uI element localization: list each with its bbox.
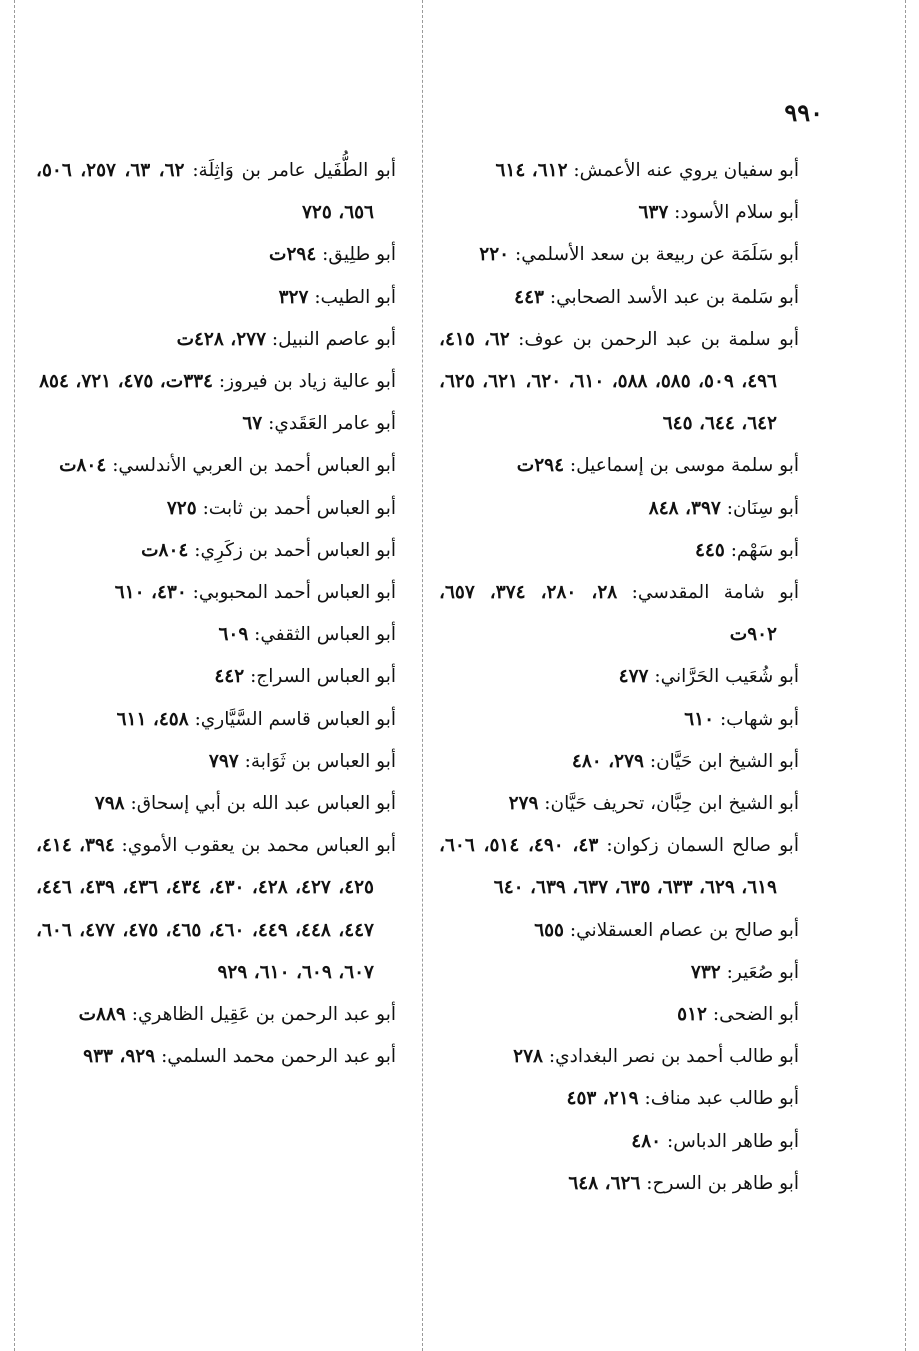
entry-name: أبو سَلمة بن عبد الأسد الصحابي: [549, 286, 799, 308]
margin-guide-right [905, 0, 906, 1351]
entry-name: أبو سِنَان: [726, 497, 799, 519]
entry-pages: ٢٧٨ [513, 1046, 543, 1068]
entry-pages: ٢٩٤ت [269, 244, 317, 266]
index-entry [36, 783, 396, 825]
entry-pages: ٢٧٧، ٤٢٨ت [176, 328, 267, 350]
entry-name: أبو صُعَير: [726, 961, 799, 983]
entry-pages: ٦١٠ [684, 708, 715, 730]
index-entry [439, 994, 799, 1036]
entry-pages: ٤٤٥ [694, 539, 725, 561]
entry-name: أبو طاهر بن السرح: [646, 1172, 799, 1194]
entry-name: أبو الضحى: [712, 1004, 799, 1026]
entry-name: أبو عالية زياد بن فيروز: [218, 371, 396, 393]
index-entry [36, 994, 396, 1036]
entry-name: أبو عبد الرحمن محمد السلمي: [161, 1046, 396, 1068]
index-column-right [439, 150, 799, 1205]
entry-pages: ٤٣٠، ٦١٠ [114, 582, 187, 604]
entry-pages: ٣٣٤ت، ٤٧٥، ٧٢١، ٨٥٤ [39, 371, 213, 393]
entry-pages: ٢٨، ٢٨٠، ٣٧٤، ٦٥٧، ٩٠٢ت [439, 582, 777, 646]
index-entry [439, 1163, 799, 1205]
entry-pages: ٢٢٠ [479, 244, 510, 266]
index-entry [439, 445, 799, 487]
index-entry [36, 277, 396, 319]
index-entry [439, 1078, 799, 1120]
index-entry [439, 699, 799, 741]
entry-pages: ٦٥٥ [534, 919, 564, 941]
entry-name: أبو العباس أحمد بن ثابت: [202, 497, 396, 519]
index-entry [439, 319, 799, 446]
entry-pages: ٦٢، ٦٣، ٢٥٧، ٥٠٦، ٦٥٦، ٧٢٥ [36, 160, 374, 224]
entry-pages: ٢٧٩، ٤٨٠ [571, 750, 644, 772]
entry-name: أبو العباس أحمد المحبوبي: [192, 582, 396, 604]
entry-pages: ٨٠٤ت [59, 455, 107, 477]
index-entry [36, 1036, 396, 1078]
entry-pages: ٨٠٤ت [141, 539, 189, 561]
entry-name: أبو عاصم النبيل: [271, 328, 396, 350]
entry-pages: ٦٧ [242, 413, 263, 435]
entry-name: أبو شهاب: [719, 708, 799, 730]
entry-pages: ٦٠٩ [218, 624, 249, 646]
entry-name: أبو الطيب: [314, 286, 396, 308]
entry-pages: ٦٣٧ [638, 202, 669, 224]
index-entry [439, 488, 799, 530]
entry-name: أبو شامة المقدسي: [631, 582, 799, 604]
entry-pages: ٦١٢، ٦١٤ [495, 160, 568, 181]
entry-pages: ٧٢٥ [166, 497, 197, 519]
entry-pages: ٤٨٠ [631, 1130, 662, 1152]
index-entry [439, 952, 799, 994]
entry-name: أبو العباس الثقفي: [254, 624, 396, 646]
index-entry [36, 319, 396, 361]
index-entry [439, 277, 799, 319]
entry-name: أبو سَلَمَة عن ربيعة بن سعد الأسلمي: [514, 244, 799, 266]
index-entry [36, 530, 396, 572]
index-entry [439, 1036, 799, 1078]
entry-name: أبو صالح السمان زكوان: [606, 835, 799, 857]
entry-name: أبو العباس أحمد بن زكَرِي: [194, 539, 396, 561]
index-entry [439, 910, 799, 952]
entry-pages: ٩٢٩، ٩٣٣ [83, 1046, 156, 1068]
entry-name: أبو طالب عبد مناف: [644, 1088, 799, 1110]
index-entry [439, 656, 799, 698]
entry-pages: ٢٩٤ت [516, 455, 565, 477]
entry-pages: ٤٤٢ [214, 666, 245, 688]
entry-pages: ٥١٢ [677, 1004, 707, 1026]
index-entry [439, 825, 799, 909]
index-entry [36, 614, 396, 656]
entry-name: أبو العباس السراج: [250, 666, 396, 688]
entry-name: أبو طاهر الدباس: [666, 1130, 799, 1152]
entry-pages: ٢١٩، ٤٥٣ [566, 1088, 639, 1110]
entry-name: أبو سفيان يروي عنه الأعمش: [573, 160, 799, 181]
entry-name: أبو سلمة موسى بن إسماعيل: [569, 455, 799, 477]
index-entry [36, 656, 396, 698]
margin-guide-center [422, 0, 423, 1351]
index-entry [439, 150, 799, 192]
entry-pages: ٨٨٩ت [78, 1004, 126, 1026]
index-entry [439, 530, 799, 572]
margin-guide-left [14, 0, 15, 1351]
entry-pages: ٧٣٢ [690, 961, 721, 983]
index-entry [36, 825, 396, 994]
page-number: ٩٩٠ [784, 98, 823, 127]
entry-name: أبو طالب أحمد بن نصر البغدادي: [548, 1046, 799, 1068]
entry-name: أبو عبد الرحمن بن عَقِيل الظاهري: [131, 1004, 396, 1026]
entry-pages: ٧٩٧ [208, 750, 239, 772]
index-entry [439, 1121, 799, 1163]
entry-pages: ٢٧٩ [508, 793, 539, 815]
index-entry [439, 234, 799, 276]
index-entry [439, 741, 799, 783]
index-entry [36, 361, 396, 403]
entry-name: أبو طلِيق: [322, 244, 396, 266]
entry-name: أبو سَهْم: [730, 539, 799, 561]
index-entry [439, 192, 799, 234]
entry-pages: ٤٣، ٤٩٠، ٥١٤، ٦٠٦، ٦١٩، ٦٢٩، ٦٣٣، ٦٣٥، ٦٣٧، ٦٣٩، ٦٤٠ [439, 835, 777, 899]
index-entry [36, 234, 396, 276]
entry-name: أبو العباس أحمد بن العربي الأندلسي: [112, 455, 396, 477]
index-entry [36, 699, 396, 741]
entry-pages: ٦٢٦، ٦٤٨ [568, 1172, 641, 1194]
entry-pages: ٤٥٨، ٦١١ [116, 708, 189, 730]
index-entry [36, 150, 396, 234]
index-entry [439, 572, 799, 656]
entry-name: أبو الشيخ ابن حِبَّان، تحريف حَيَّان: [544, 793, 799, 815]
entry-pages: ٧٩٨ [94, 793, 125, 815]
entry-pages: ٦٢، ٤١٥، ٤٩٦، ٥٠٩، ٥٨٥، ٥٨٨، ٦١٠، ٦٢٠، ٦٢١، ٦٢٥، ٦٤٢، ٦٤٤، ٦٤٥ [439, 328, 777, 435]
entry-name: أبو شُعَيب الحَرَّاني: [654, 666, 799, 688]
entry-pages: ٤٤٣ [514, 286, 544, 308]
entry-name: أبو سلام الأسود: [674, 202, 799, 224]
index-entry [36, 572, 396, 614]
entry-name: أبو الطُّفَيل عامر بن وَاثِلَة: [192, 160, 396, 181]
entry-name: أبو سلمة بن عبد الرحمن بن عوف: [518, 328, 799, 350]
entry-name: أبو العباس عبد الله بن أبي إسحاق: [130, 793, 396, 815]
index-column-left [36, 150, 396, 1078]
entry-pages: ٣٢٧ [278, 286, 309, 308]
entry-pages: ٣٩٧، ٨٤٨ [648, 497, 721, 519]
index-entry [36, 445, 396, 487]
entry-name: أبو العباس بن ثَوَابة: [244, 750, 396, 772]
entry-name: أبو صالح بن عصام العسقلاني: [569, 919, 799, 941]
entry-name: أبو عامر العَقَدي: [268, 413, 396, 435]
entry-pages: ٣٩٤، ٤١٤، ٤٢٥، ٤٢٧، ٤٢٨، ٤٣٠، ٤٣٤، ٤٣٦، ٤٣٩، ٤٤٦، ٤٤٧، ٤٤٨، ٤٤٩، ٤٦٠، ٤٦٥، ٤٧٥، ٤٧٧، ٦٠٦، ٦٠٧، ٦٠٩، ٦١٠، ٩٢٩ [36, 835, 374, 983]
index-entry [36, 741, 396, 783]
entry-pages: ٤٧٧ [618, 666, 649, 688]
index-entry [36, 488, 396, 530]
index-entry [439, 783, 799, 825]
entry-name: أبو العباس قاسم السَّيَّاري: [194, 708, 396, 730]
entry-name: أبو الشيخ ابن حَيَّان: [649, 750, 799, 772]
entry-name: أبو العباس محمد بن يعقوب الأموي: [121, 835, 396, 857]
index-entry [36, 403, 396, 445]
